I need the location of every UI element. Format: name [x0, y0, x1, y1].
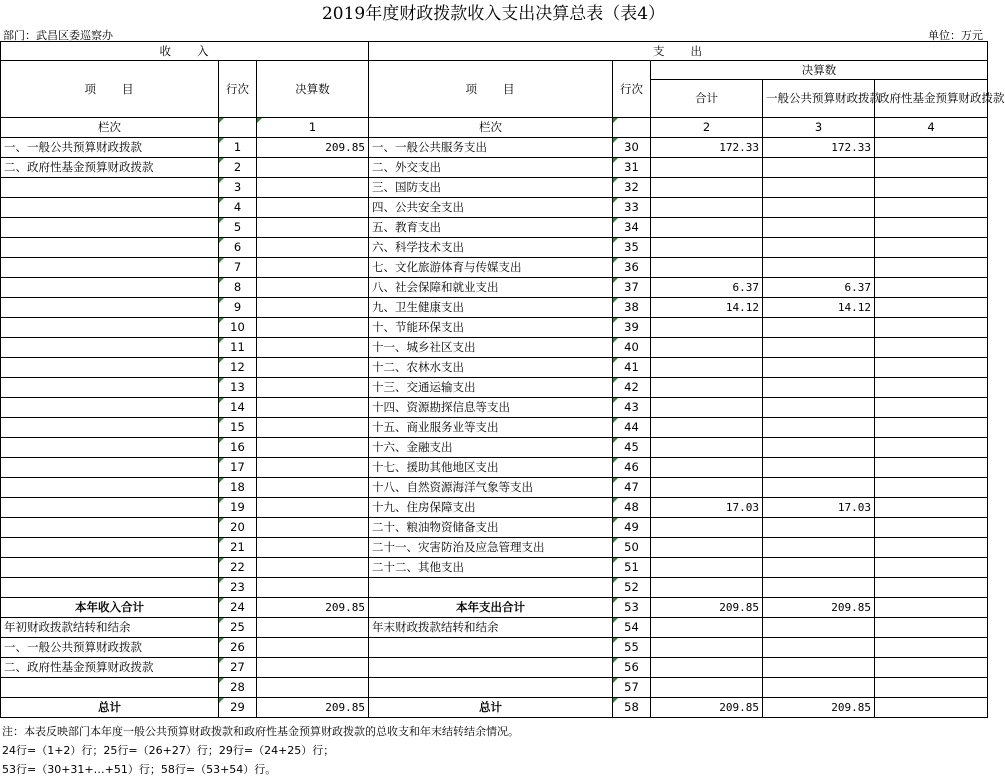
income-row-no-cell: 1 [219, 138, 257, 158]
table-row [1, 418, 988, 438]
income-row-no-cell: 5 [219, 218, 257, 238]
general-budget-cell: 209.85 [763, 698, 875, 718]
general-budget-cell [763, 258, 875, 278]
income-item-cell [1, 318, 219, 338]
table-row [1, 518, 988, 538]
income-amount-cell [257, 478, 369, 498]
income-amount-cell [257, 218, 369, 238]
income-amount-cell [257, 638, 369, 658]
income-amount-cell [257, 498, 369, 518]
income-col-label: 栏次 [1, 118, 219, 138]
income-amount-cell [257, 658, 369, 678]
general-budget-cell [763, 418, 875, 438]
table-row [1, 198, 988, 218]
expense-row-no-cell: 42 [613, 378, 651, 398]
income-amount-cell [257, 558, 369, 578]
total-cell [651, 418, 763, 438]
income-amount-cell [257, 518, 369, 538]
total-cell [651, 258, 763, 278]
general-budget-cell [763, 218, 875, 238]
table-row [1, 378, 988, 398]
fund-budget-cell [875, 318, 988, 338]
expense-row-no-cell: 55 [613, 638, 651, 658]
general-budget-cell [763, 378, 875, 398]
expense-item-cell: 年末财政拨款结转和结余 [369, 618, 613, 638]
income-amount-cell [257, 258, 369, 278]
expense-col-no-blank [613, 118, 651, 138]
expense-row-no-cell: 45 [613, 438, 651, 458]
notes [2, 722, 519, 779]
expense-row-no-cell: 34 [613, 218, 651, 238]
total-cell [651, 178, 763, 198]
expense-item-cell: 十、节能环保支出 [369, 318, 613, 338]
note-line: 24行=（1+2）行；25行=（26+27）行；29行=（24+25）行； [2, 744, 335, 757]
income-amount-cell: 209.85 [257, 598, 369, 618]
total-cell: 14.12 [651, 298, 763, 318]
fund-budget-cell [875, 558, 988, 578]
income-item-cell [1, 418, 219, 438]
table-row [1, 638, 988, 658]
general-budget-cell [763, 158, 875, 178]
income-amount-cell [257, 298, 369, 318]
total-cell [651, 438, 763, 458]
table-row [1, 358, 988, 378]
expense-row-no-cell: 41 [613, 358, 651, 378]
income-item-cell [1, 518, 219, 538]
income-amount-cell [257, 578, 369, 598]
income-item-cell [1, 578, 219, 598]
expense-item-cell: 二十二、其他支出 [369, 558, 613, 578]
expense-item-cell: 总计 [369, 698, 613, 718]
income-amount-cell [257, 318, 369, 338]
fund-budget-cell [875, 138, 988, 158]
income-row-no-cell: 29 [219, 698, 257, 718]
fund-budget-cell [875, 158, 988, 178]
expense-item-cell: 三、国防支出 [369, 178, 613, 198]
total-cell [651, 358, 763, 378]
total-cell [651, 198, 763, 218]
income-row-no-cell: 21 [219, 538, 257, 558]
expense-item-cell [369, 678, 613, 698]
income-item-cell [1, 278, 219, 298]
income-item-cell: 一、一般公共预算财政拨款 [1, 638, 219, 658]
income-item-cell [1, 398, 219, 418]
expense-item-cell: 八、社会保障和就业支出 [369, 278, 613, 298]
income-item-cell: 年初财政拨款结转和结余 [1, 618, 219, 638]
expense-item-cell: 十二、农林水支出 [369, 358, 613, 378]
expense-row-no-cell: 37 [613, 278, 651, 298]
expense-item-cell: 二十一、灾害防治及应急管理支出 [369, 538, 613, 558]
total-cell [651, 638, 763, 658]
general-budget-cell [763, 658, 875, 678]
table-row [1, 458, 988, 478]
total-cell [651, 538, 763, 558]
table-row [1, 278, 988, 298]
income-row-no-cell: 8 [219, 278, 257, 298]
total-cell: 209.85 [651, 598, 763, 618]
income-item-cell [1, 458, 219, 478]
expense-row-no-cell: 31 [613, 158, 651, 178]
expense-col-3: 3 [763, 118, 875, 138]
fund-budget-cell [875, 618, 988, 638]
income-row-no-cell: 13 [219, 378, 257, 398]
general-budget-cell [763, 478, 875, 498]
expense-section-header: 支 出 [369, 42, 988, 61]
income-item-cell [1, 298, 219, 318]
expense-row-no-cell: 49 [613, 518, 651, 538]
expense-item-cell: 十八、自然资源海洋气象等支出 [369, 478, 613, 498]
income-row-no-cell: 27 [219, 658, 257, 678]
general-budget-cell [763, 558, 875, 578]
income-item-cell [1, 438, 219, 458]
income-item-cell [1, 358, 219, 378]
expense-item-cell: 一、一般公共服务支出 [369, 138, 613, 158]
table-row [1, 598, 988, 618]
income-row-no-cell: 14 [219, 398, 257, 418]
fund-budget-cell [875, 638, 988, 658]
expense-item-cell: 二十、粮油物资储备支出 [369, 518, 613, 538]
expense-item-cell: 十九、住房保障支出 [369, 498, 613, 518]
expense-row-no-cell: 39 [613, 318, 651, 338]
expense-item-cell: 二、外交支出 [369, 158, 613, 178]
income-amount-cell [257, 678, 369, 698]
total-cell [651, 338, 763, 358]
total-cell [651, 398, 763, 418]
general-budget-cell [763, 198, 875, 218]
general-budget-cell [763, 638, 875, 658]
income-item-cell [1, 678, 219, 698]
income-amount-cell: 209.85 [257, 138, 369, 158]
general-budget-cell [763, 578, 875, 598]
table-row [1, 698, 988, 718]
expense-row-no-cell: 47 [613, 478, 651, 498]
income-item-cell [1, 238, 219, 258]
expense-item-cell: 十一、城乡社区支出 [369, 338, 613, 358]
fund-budget-header: 政府性基金预算财政拨款 [875, 80, 988, 118]
income-row-no-cell: 9 [219, 298, 257, 318]
table-row [1, 438, 988, 458]
expense-row-no-cell: 46 [613, 458, 651, 478]
expense-item-cell: 本年支出合计 [369, 598, 613, 618]
general-budget-cell [763, 238, 875, 258]
expense-item-cell: 七、文化旅游体育与传媒支出 [369, 258, 613, 278]
general-budget-cell [763, 458, 875, 478]
note-line: 注：本表反映部门本年度一般公共预算财政拨款和政府性基金预算财政拨款的总收支和年末结转结余情况。 [2, 725, 519, 738]
general-budget-header: 一般公共预算财政拨款 [763, 80, 875, 118]
general-budget-cell [763, 438, 875, 458]
fund-budget-cell [875, 498, 988, 518]
general-budget-cell: 172.33 [763, 138, 875, 158]
table-row [1, 318, 988, 338]
fund-budget-cell [875, 398, 988, 418]
fund-budget-cell [875, 518, 988, 538]
general-budget-cell [763, 178, 875, 198]
income-row-no-cell: 18 [219, 478, 257, 498]
total-cell: 6.37 [651, 278, 763, 298]
income-row-no-cell: 2 [219, 158, 257, 178]
table-row [1, 218, 988, 238]
table-row [1, 398, 988, 418]
table-row [1, 338, 988, 358]
table-row [1, 498, 988, 518]
fund-budget-cell [875, 198, 988, 218]
income-amount-cell [257, 418, 369, 438]
income-item-header: 项 目 [1, 61, 219, 118]
general-budget-cell [763, 358, 875, 378]
expense-row-no-cell: 56 [613, 658, 651, 678]
section-header-row [1, 42, 988, 61]
income-row-no-cell: 25 [219, 618, 257, 638]
column-header-row-1 [1, 61, 988, 80]
income-col-no-blank [219, 118, 257, 138]
income-amount-cell [257, 178, 369, 198]
income-row-no-cell: 3 [219, 178, 257, 198]
fund-budget-cell [875, 278, 988, 298]
table-row [1, 138, 988, 158]
expense-item-cell: 五、教育支出 [369, 218, 613, 238]
fund-budget-cell [875, 678, 988, 698]
total-cell [651, 558, 763, 578]
expense-item-cell [369, 578, 613, 598]
fund-budget-cell [875, 358, 988, 378]
income-row-no-cell: 26 [219, 638, 257, 658]
expense-item-cell [369, 658, 613, 678]
general-budget-cell [763, 618, 875, 638]
fund-budget-cell [875, 438, 988, 458]
expense-row-no-cell: 44 [613, 418, 651, 438]
total-cell [651, 678, 763, 698]
general-budget-cell [763, 518, 875, 538]
income-amount-cell [257, 398, 369, 418]
expense-row-no-cell: 50 [613, 538, 651, 558]
income-row-no-cell: 6 [219, 238, 257, 258]
total-cell [651, 518, 763, 538]
expense-row-no-cell: 53 [613, 598, 651, 618]
income-amount-cell [257, 618, 369, 638]
general-budget-cell: 6.37 [763, 278, 875, 298]
income-item-cell [1, 258, 219, 278]
total-cell [651, 458, 763, 478]
income-row-no-header: 行次 [219, 61, 257, 118]
income-amount-cell [257, 378, 369, 398]
table-row [1, 558, 988, 578]
expense-item-cell: 九、卫生健康支出 [369, 298, 613, 318]
fund-budget-cell [875, 218, 988, 238]
fund-budget-cell [875, 458, 988, 478]
expense-item-cell: 十三、交通运输支出 [369, 378, 613, 398]
total-cell [651, 618, 763, 638]
budget-table [0, 41, 1005, 718]
table-row [1, 578, 988, 598]
note-line: 53行=（30+31+…+51）行；58行=（53+54）行。 [2, 763, 277, 776]
income-item-cell [1, 338, 219, 358]
fund-budget-cell [875, 598, 988, 618]
income-row-no-cell: 7 [219, 258, 257, 278]
expense-amount-group-header: 决算数 [651, 61, 988, 80]
table-row [1, 158, 988, 178]
unit-label: 单位：万元 [928, 29, 983, 42]
expense-row-no-cell: 33 [613, 198, 651, 218]
total-cell: 209.85 [651, 698, 763, 718]
fund-budget-cell [875, 378, 988, 398]
table-row [1, 178, 988, 198]
general-budget-cell [763, 678, 875, 698]
income-row-no-cell: 17 [219, 458, 257, 478]
income-row-no-cell: 19 [219, 498, 257, 518]
income-amount-cell [257, 538, 369, 558]
income-row-no-cell: 28 [219, 678, 257, 698]
income-row-no-cell: 15 [219, 418, 257, 438]
table-row [1, 258, 988, 278]
expense-item-cell: 十四、资源勘探信息等支出 [369, 398, 613, 418]
income-row-no-cell: 4 [219, 198, 257, 218]
total-cell: 17.03 [651, 498, 763, 518]
expense-row-no-cell: 30 [613, 138, 651, 158]
income-amount-cell [257, 158, 369, 178]
expense-col-label: 栏次 [369, 118, 613, 138]
expense-row-no-cell: 38 [613, 298, 651, 318]
table-body [1, 138, 988, 718]
expense-item-cell: 四、公共安全支出 [369, 198, 613, 218]
general-budget-cell: 17.03 [763, 498, 875, 518]
income-item-cell [1, 198, 219, 218]
income-row-no-cell: 12 [219, 358, 257, 378]
expense-row-no-cell: 35 [613, 238, 651, 258]
general-budget-cell [763, 538, 875, 558]
expense-item-cell [369, 638, 613, 658]
fund-budget-cell [875, 238, 988, 258]
table-row [1, 478, 988, 498]
fund-budget-cell [875, 658, 988, 678]
income-row-no-cell: 11 [219, 338, 257, 358]
income-amount-cell [257, 358, 369, 378]
income-amount-header: 决算数 [257, 61, 369, 118]
expense-row-no-cell: 36 [613, 258, 651, 278]
income-row-no-cell: 22 [219, 558, 257, 578]
table-row [1, 678, 988, 698]
income-item-cell [1, 178, 219, 198]
total-cell [651, 238, 763, 258]
general-budget-cell: 209.85 [763, 598, 875, 618]
expense-row-no-cell: 58 [613, 698, 651, 718]
expense-row-no-cell: 52 [613, 578, 651, 598]
expense-row-no-cell: 32 [613, 178, 651, 198]
total-header: 合计 [651, 80, 763, 118]
table-row [1, 238, 988, 258]
fund-budget-cell [875, 478, 988, 498]
expense-col-2: 2 [651, 118, 763, 138]
fund-budget-cell [875, 178, 988, 198]
total-cell: 172.33 [651, 138, 763, 158]
table-row [1, 298, 988, 318]
income-item-cell [1, 218, 219, 238]
general-budget-cell: 14.12 [763, 298, 875, 318]
fund-budget-cell [875, 538, 988, 558]
expense-item-header: 项 目 [369, 61, 613, 118]
general-budget-cell [763, 398, 875, 418]
fund-budget-cell [875, 418, 988, 438]
total-cell [651, 318, 763, 338]
fund-budget-cell [875, 698, 988, 718]
total-cell [651, 658, 763, 678]
expense-item-cell: 十七、援助其他地区支出 [369, 458, 613, 478]
income-item-cell: 二、政府性基金预算财政拨款 [1, 658, 219, 678]
table-row [1, 618, 988, 638]
fund-budget-cell [875, 578, 988, 598]
income-item-cell: 二、政府性基金预算财政拨款 [1, 158, 219, 178]
total-cell [651, 158, 763, 178]
fund-budget-cell [875, 338, 988, 358]
expense-row-no-cell: 54 [613, 618, 651, 638]
expense-item-cell: 六、科学技术支出 [369, 238, 613, 258]
income-amount-cell [257, 438, 369, 458]
fund-budget-cell [875, 258, 988, 278]
income-item-cell [1, 498, 219, 518]
expense-row-no-cell: 48 [613, 498, 651, 518]
expense-row-no-cell: 51 [613, 558, 651, 578]
income-amount-cell [257, 198, 369, 218]
expense-col-4: 4 [875, 118, 988, 138]
income-amount-cell [257, 458, 369, 478]
income-amount-cell [257, 338, 369, 358]
income-item-cell [1, 478, 219, 498]
expense-row-no-header: 行次 [613, 61, 651, 118]
income-amount-cell [257, 238, 369, 258]
general-budget-cell [763, 318, 875, 338]
expense-row-no-cell: 40 [613, 338, 651, 358]
expense-row-no-cell: 57 [613, 678, 651, 698]
expense-row-no-cell: 43 [613, 398, 651, 418]
income-item-cell [1, 538, 219, 558]
income-item-cell [1, 378, 219, 398]
income-section-header: 收 入 [1, 42, 369, 61]
income-amount-cell [257, 278, 369, 298]
total-cell [651, 578, 763, 598]
table-row [1, 538, 988, 558]
income-item-cell: 一、一般公共预算财政拨款 [1, 138, 219, 158]
expense-item-cell: 十五、商业服务业等支出 [369, 418, 613, 438]
fund-budget-cell [875, 298, 988, 318]
general-budget-cell [763, 338, 875, 358]
column-index-row [1, 118, 988, 138]
total-cell [651, 378, 763, 398]
income-item-cell: 总计 [1, 698, 219, 718]
income-row-no-cell: 16 [219, 438, 257, 458]
income-item-cell [1, 558, 219, 578]
total-cell [651, 478, 763, 498]
income-item-cell: 本年收入合计 [1, 598, 219, 618]
income-row-no-cell: 10 [219, 318, 257, 338]
expense-item-cell: 十六、金融支出 [369, 438, 613, 458]
total-cell [651, 218, 763, 238]
income-amount-cell: 209.85 [257, 698, 369, 718]
table-row [1, 658, 988, 678]
department-label: 部门：武昌区委巡察办 [3, 29, 113, 42]
income-row-no-cell: 24 [219, 598, 257, 618]
income-row-no-cell: 23 [219, 578, 257, 598]
report-title: 2019年度财政拨款收入支出决算总表（表4） [321, 4, 666, 24]
income-col-1: 1 [257, 118, 369, 138]
income-row-no-cell: 20 [219, 518, 257, 538]
